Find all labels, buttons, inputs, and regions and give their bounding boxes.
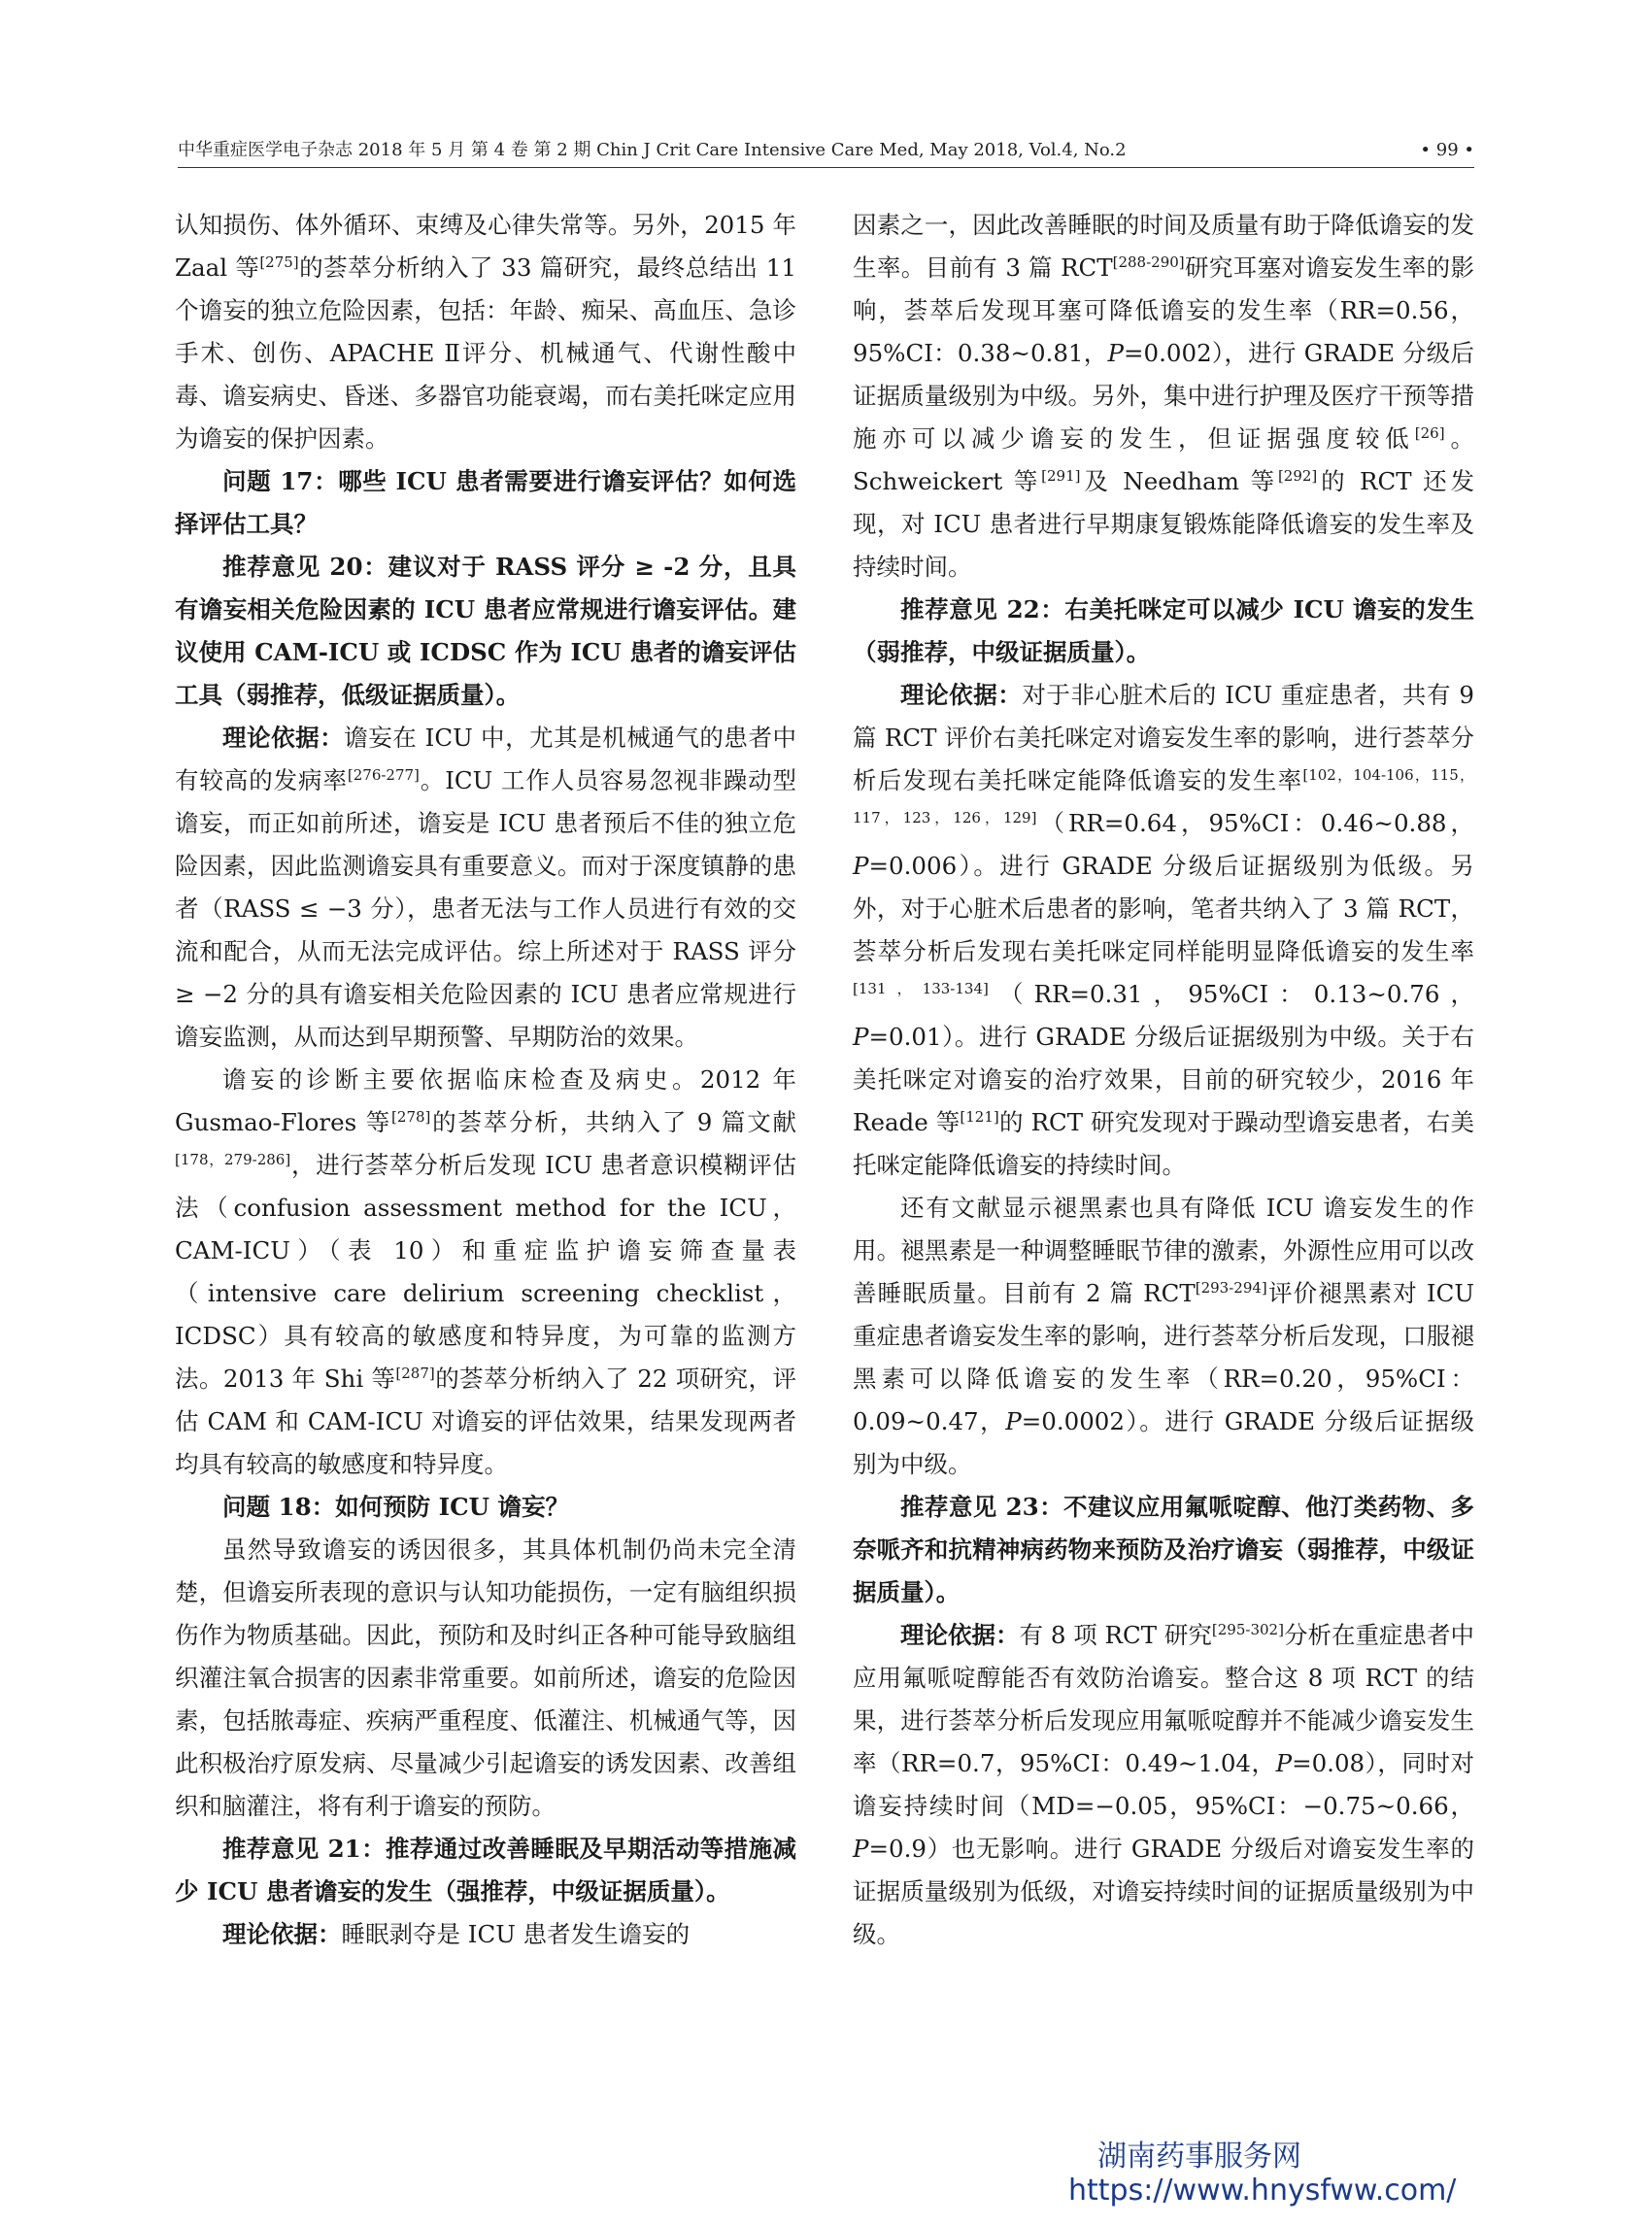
right-column <box>853 204 1474 1956</box>
rationale-label: 理论依据： <box>222 1920 342 1948</box>
watermark-url: https://www.hnysfww.com/ <box>1068 2174 1457 2208</box>
citation: [102，104-106，115，117，123，126，129] <box>853 765 1474 826</box>
rationale-label: 理论依据： <box>900 1621 1020 1649</box>
paragraph: 理论依据：睡眠剥夺是 ICU 患者发生谵妄的 <box>222 1920 691 1948</box>
recommendation-22: 推荐意见 22：右美托咪定可以减少 ICU 谵妄的发生（弱推荐，中级证据质量）。 <box>853 595 1474 666</box>
citation: [287] <box>395 1364 435 1382</box>
paragraph: 因素之一，因此改善睡眠的时间及质量有助于降低谵妄的发生率。目前有 3 篇 RCT[288-290]研究耳塞对谵妄发生率的影响，荟萃后发现耳塞可降低谵妄的发生率（RR=0.56，95%CI：0.38~0.81，P=0.002），进行 GRADE 分级后证据质量级别为中级。另外，集中进行护理及医疗干预等措施亦可以减少谵妄的发生，但证据强度较低[26]。Schweickert 等[291]及 Needham 等[292]的 RCT 还发现，对 ICU 患者进行早期康复锻炼能降低谵妄的发生率及持续时间。 <box>853 211 1475 581</box>
paragraph: 虽然导致谵妄的诱因很多，其具体机制仍尚未完全清楚，但谵妄所表现的意识与认知功能损伤，一定有脑组织损伤作为物质基础。因此，预防和及时纠正各种可能导致脑组织灌注氧合损害的因素非常重要。如前所述，谵妄的危险因素，包括脓毒症、疾病严重程度、低灌注、机械通气等，因此积极治疗原发病、尽量减少引起谵妄的诱发因素、改善组织和脑灌注，将有利于谵妄的预防。 <box>175 1535 796 1820</box>
paragraph: 理论依据：有 8 项 RCT 研究[295-302]分析在重症患者中应用氟哌啶醇能否有效防治谵妄。整合这 8 项 RCT 的结果，进行荟萃分析后发现应用氟哌啶醇并不能减少谵妄发生率（RR=0.7，95%CI：0.49~1.04，P=0.08），同时对谵妄持续时间（MD=−0.05，95%CI：−0.75~0.66，P=0.9）也无影响。进行 GRADE 分级后对谵妄发生率的证据质量级别为低级，对谵妄持续时间的证据质量级别为中级。 <box>853 1620 1475 1948</box>
page-number: • 99 • <box>1420 140 1474 160</box>
paragraph: 理论依据：谵妄在 ICU 中，尤其是机械通气的患者中有较高的发病率[276-277]。ICU 工作人员容易忽视非躁动型谵妄，而正如前所述，谵妄是 ICU 患者预后不佳的独立危险因素，因此监测谵妄具有重要意义。而对于深度镇静的患者（RASS ≤ −3 分），患者无法与工作人员进行有效的交流和配合，从而无法完成评估。综上所述对于 RASS 评分 ≥ −2 分的具有谵妄相关危险因素的 ICU 患者应常规进行谵妄监测，从而达到早期预警、早期防治的效果。 <box>175 724 797 1051</box>
citation: [293-294] <box>1195 1278 1267 1297</box>
citation: [295-302] <box>1211 1620 1284 1638</box>
recommendation-20: 推荐意见 20：建议对于 RASS 评分 ≥ -2 分，且具有谵妄相关危险因素的 ICU 患者应常规进行谵妄评估。建议使用 CAM-ICU 或 ICDSC 作为 ICU 患者的谵妄评估工具（弱推荐，低级证据质量）。 <box>175 553 796 709</box>
journal-citation: 中华重症医学电子杂志 2018 年 5 月 第 4 卷 第 2 期 Chin J Crit Care Intensive Care Med, May 2018, Vol.4, No.2 <box>178 140 1127 160</box>
rationale-label: 理论依据： <box>222 724 345 752</box>
rationale-label: 理论依据： <box>900 681 1023 709</box>
citation: [121] <box>960 1107 999 1126</box>
citation: [131，133-134] <box>853 979 989 997</box>
citation: [275] <box>259 253 299 271</box>
watermark-name: 湖南药事服务网 <box>1097 2140 1301 2174</box>
paragraph: 认知损伤、体外循环、束缚及心律失常等。另外，2015 年 Zaal 等[275]的荟萃分析纳入了 33 篇研究，最终总结出 11 个谵妄的独立危险因素，包括：年龄、痴呆、高血压、急诊手术、创伤、APACHE Ⅱ评分、机械通气、代谢性酸中毒、谵妄病史、昏迷、多器官功能衰竭，而右美托咪定应用为谵妄的保护因素。 <box>175 211 796 453</box>
recommendation-21: 推荐意见 21：推荐通过改善睡眠及早期活动等措施减少 ICU 患者谵妄的发生（强推荐，中级证据质量）。 <box>175 1835 796 1905</box>
citation: [291] <box>1041 466 1081 485</box>
citation: [178，279-286] <box>175 1150 291 1168</box>
citation: [278] <box>391 1107 431 1126</box>
paragraph: 谵妄的诊断主要依据临床检查及病史。2012 年 Gusmao-Flores 等[278]的荟萃分析，共纳入了 9 篇文献[178，279-286]，进行荟萃分析后发现 ICU 患者意识模糊评估法（confusion assessment method for the ICU，CAM-ICU）（表 10）和重症监护谵妄筛查量表（intensive care delirium screening checklist，ICDSC）具有较高的敏感度和特异度，为可靠的监测方法。2013 年 Shi 等[287]的荟萃分析纳入了 22 项研究，评估 CAM 和 CAM-ICU 对谵妄的评估效果，结果发现两者均具有较高的敏感度和特异度。 <box>175 1065 796 1478</box>
citation: [26] <box>1414 423 1445 442</box>
citation: [276-277] <box>347 765 420 784</box>
running-header <box>178 136 1474 168</box>
left-column <box>175 204 796 1956</box>
question-17: 问题 17：哪些 ICU 患者需要进行谵妄评估？如何选择评估工具？ <box>175 467 796 538</box>
citation: [288-290] <box>1112 253 1185 271</box>
question-18: 问题 18：如何预防 ICU 谵妄？ <box>222 1493 570 1521</box>
paragraph: 还有文献显示褪黑素也具有降低 ICU 谵妄发生的作用。褪黑素是一种调整睡眠节律的激素，外源性应用可以改善睡眠质量。目前有 2 篇 RCT[293-294]评价褪黑素对 ICU 重症患者谵妄发生率的影响，进行荟萃分析后发现，口服褪黑素可以降低谵妄的发生率（RR=0.20，95%CI：0.09~0.47，P=0.0002）。进行 GRADE 分级后证据级别为中级。 <box>853 1194 1474 1478</box>
paragraph: 理论依据：对于非心脏术后的 ICU 重症患者，共有 9 篇 RCT 评价右美托咪定对谵妄发生率的影响，进行荟萃分析后发现右美托咪定能降低谵妄的发生率[102，104-106，115，117，123，126，129]（RR=0.64，95%CI：0.46~0.88，P=0.006）。进行 GRADE 分级后证据级别为低级。另外，对于心脏术后患者的影响，笔者共纳入了 3 篇 RCT，荟萃分析后发现右美托咪定同样能明显降低谵妄的发生率[131，133-134]（RR=0.31，95%CI：0.13~0.76，P=0.01）。进行 GRADE 分级后证据级别为中级。关于右美托咪定对谵妄的治疗效果，目前的研究较少，2016 年 Reade 等[121]的 RCT 研究发现对于躁动型谵妄患者，右美托咪定能降低谵妄的持续时间。 <box>853 681 1475 1179</box>
citation: [292] <box>1277 466 1318 485</box>
recommendation-23: 推荐意见 23：不建议应用氟哌啶醇、他汀类药物、多奈哌齐和抗精神病药物来预防及治疗谵妄（弱推荐，中级证据质量）。 <box>853 1493 1474 1606</box>
